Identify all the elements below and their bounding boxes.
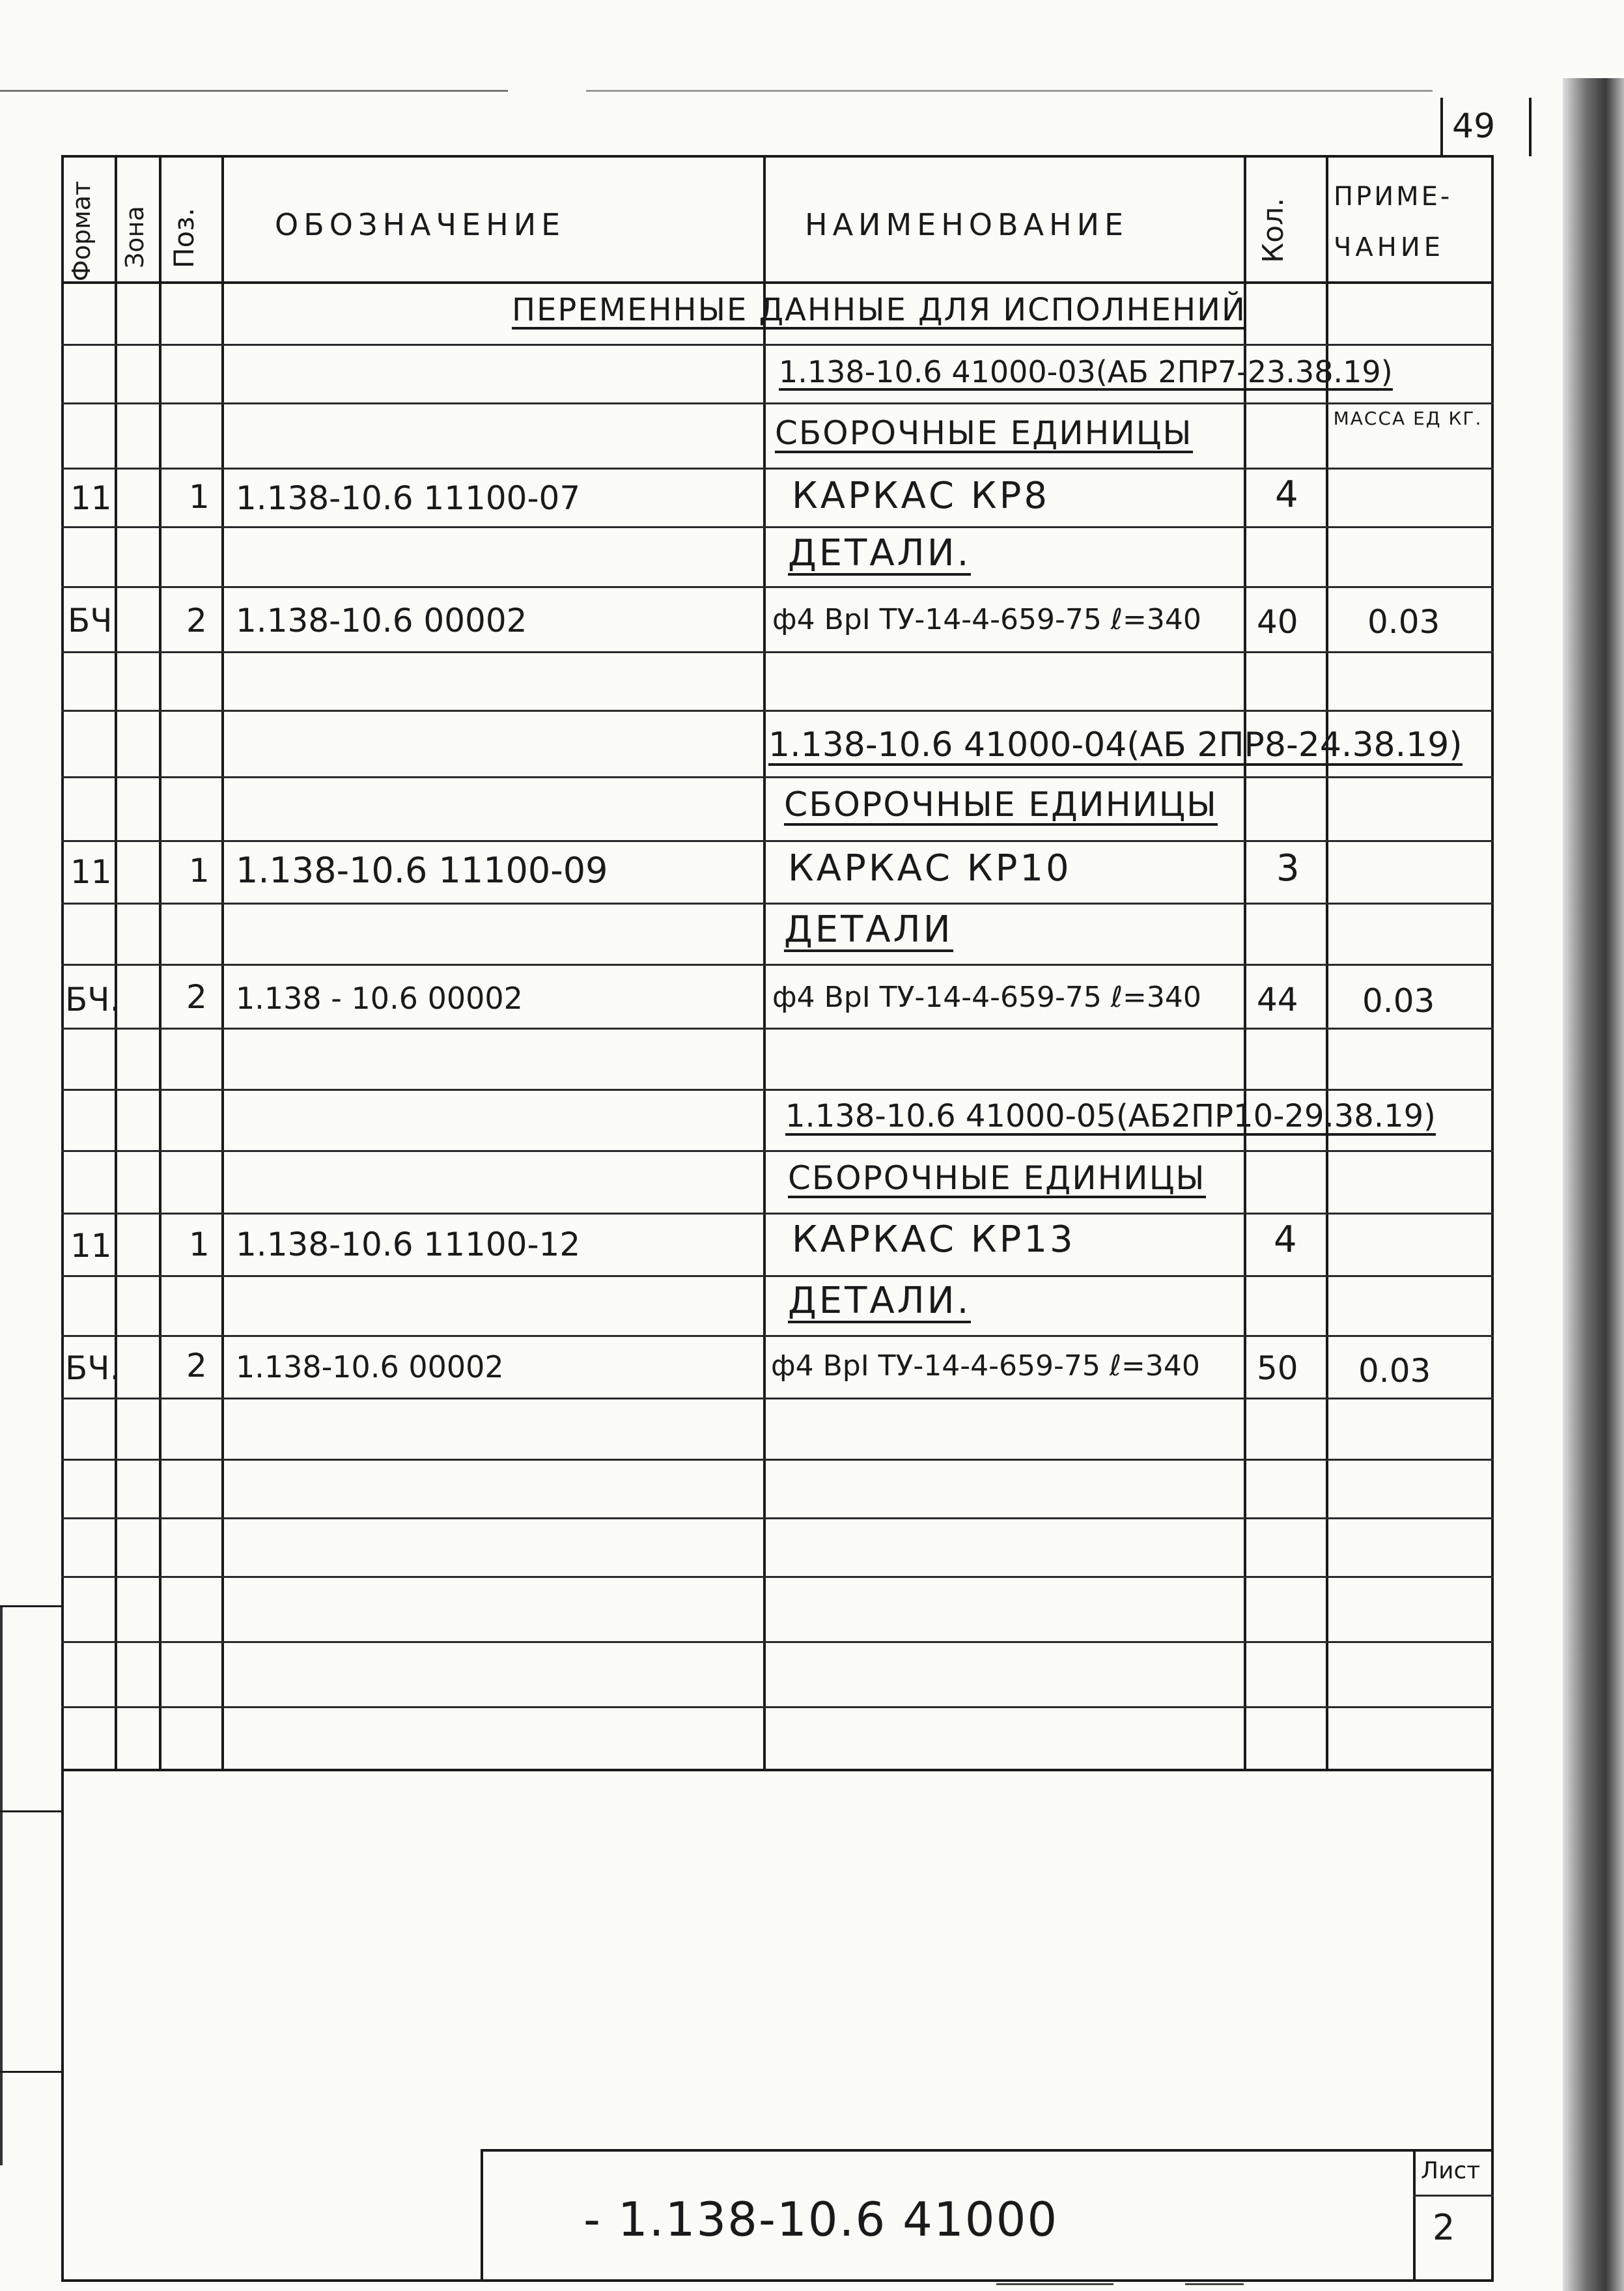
row-name: КАРКАС КР8 <box>792 475 1050 517</box>
header-qty: Кол. <box>1257 197 1290 263</box>
row-designation: 1.138-10.6 00002 <box>236 1349 504 1384</box>
group-assembly-units: СБОРОЧНЫЕ ЕДИНИЦЫ <box>788 1159 1206 1197</box>
top-edge-line <box>586 90 1433 92</box>
bottom-mark <box>996 2283 1113 2285</box>
page-number-right-border <box>1529 98 1532 156</box>
row-name: ф4 ВрI ТУ-14-4-659-75 ℓ=340 <box>772 981 1201 1014</box>
group-details: ДЕТАЛИ <box>784 908 953 951</box>
row-designation: 1.138-10.6 11100-09 <box>236 850 608 891</box>
row-name: ф4 ВрI ТУ-14-4-659-75 ℓ=340 <box>771 1349 1200 1383</box>
row-designation: 1.138 - 10.6 00002 <box>236 981 523 1016</box>
row-qty: 40 <box>1257 603 1298 641</box>
header-bottom-line <box>61 281 1494 284</box>
variant-designation: 1.138-10.6 41000-03(АБ 2ПР7-23.38.19) <box>779 354 1393 389</box>
header-pos: Поз. <box>168 208 200 268</box>
row-qty: 4 <box>1275 473 1301 516</box>
row-note: 0.03 <box>1358 1352 1431 1390</box>
section-title: ПЕРЕМЕННЫЕ ДАННЫЕ ДЛЯ ИСПОЛНЕНИЙ <box>512 292 1246 328</box>
row-designation: 1.138-10.6 11100-12 <box>236 1226 581 1263</box>
row-pos: 1 <box>189 478 210 516</box>
row-pos: 2 <box>186 602 207 640</box>
row-designation: 1.138-10.6 00002 <box>236 602 527 640</box>
variant-designation: 1.138-10.6 41000-05(АБ2ПР10-29.38.19) <box>785 1098 1436 1134</box>
header-note-2: ЧАНИЕ <box>1334 232 1445 262</box>
header-name: НАИМЕНОВАНИЕ <box>805 207 1129 242</box>
binding-mark <box>0 2071 63 2073</box>
row-name: КАРКАС КР13 <box>792 1218 1076 1261</box>
mass-unit-note: МАССА ЕД КГ. <box>1333 408 1483 429</box>
row-format: БЧ <box>68 602 113 640</box>
row-designation: 1.138-10.6 11100-07 <box>236 479 581 517</box>
group-details: ДЕТАЛИ. <box>788 532 972 574</box>
row-qty: 50 <box>1257 1349 1298 1387</box>
row-pos: 1 <box>189 852 210 890</box>
header-format: Формат <box>67 180 96 281</box>
row-name: КАРКАС КР10 <box>788 847 1072 890</box>
group-assembly-units: СБОРОЧНЫЕ ЕДИНИЦЫ <box>784 785 1218 824</box>
sheet-label: Лист <box>1421 2157 1481 2184</box>
group-details: ДЕТАЛИ. <box>788 1280 972 1322</box>
page-number-divider <box>1440 98 1443 156</box>
variant-designation: 1.138-10.6 41000-04(АБ 2ПР8-24.38.19) <box>768 725 1463 765</box>
row-pos: 1 <box>189 1226 210 1263</box>
top-edge-line <box>0 90 508 92</box>
page-number: 49 <box>1452 107 1496 146</box>
row-note: 0.03 <box>1362 982 1435 1020</box>
row-qty: 3 <box>1276 847 1302 890</box>
header-zone: Зона <box>120 206 149 268</box>
row-format: БЧ. <box>65 1349 120 1387</box>
row-format: БЧ. <box>65 981 120 1019</box>
row-pos: 2 <box>186 1347 207 1384</box>
row-format: 11 <box>70 479 112 517</box>
row-note: 0.03 <box>1367 603 1440 641</box>
sheet-number: 2 <box>1433 2207 1455 2248</box>
bottom-mark <box>1185 2283 1244 2285</box>
row-name: ф4 ВрI ТУ-14-4-659-75 ℓ=340 <box>772 603 1201 636</box>
binding-mark <box>0 1605 63 1607</box>
document-number: - 1.138-10.6 41000 <box>583 2192 1059 2247</box>
binding-margin <box>0 1605 3 2165</box>
row-qty: 4 <box>1274 1218 1300 1261</box>
header-designation: ОБОЗНАЧЕНИЕ <box>275 207 566 242</box>
binding-mark <box>0 1810 63 1812</box>
group-assembly-units: СБОРОЧНЫЕ ЕДИНИЦЫ <box>775 414 1193 452</box>
row-pos: 2 <box>186 978 207 1016</box>
row-format: 11 <box>70 853 112 891</box>
scan-edge <box>1563 78 1624 2291</box>
header-note-1: ПРИМЕ- <box>1334 182 1453 212</box>
row-qty: 44 <box>1257 981 1298 1019</box>
row-format: 11 <box>70 1227 112 1265</box>
